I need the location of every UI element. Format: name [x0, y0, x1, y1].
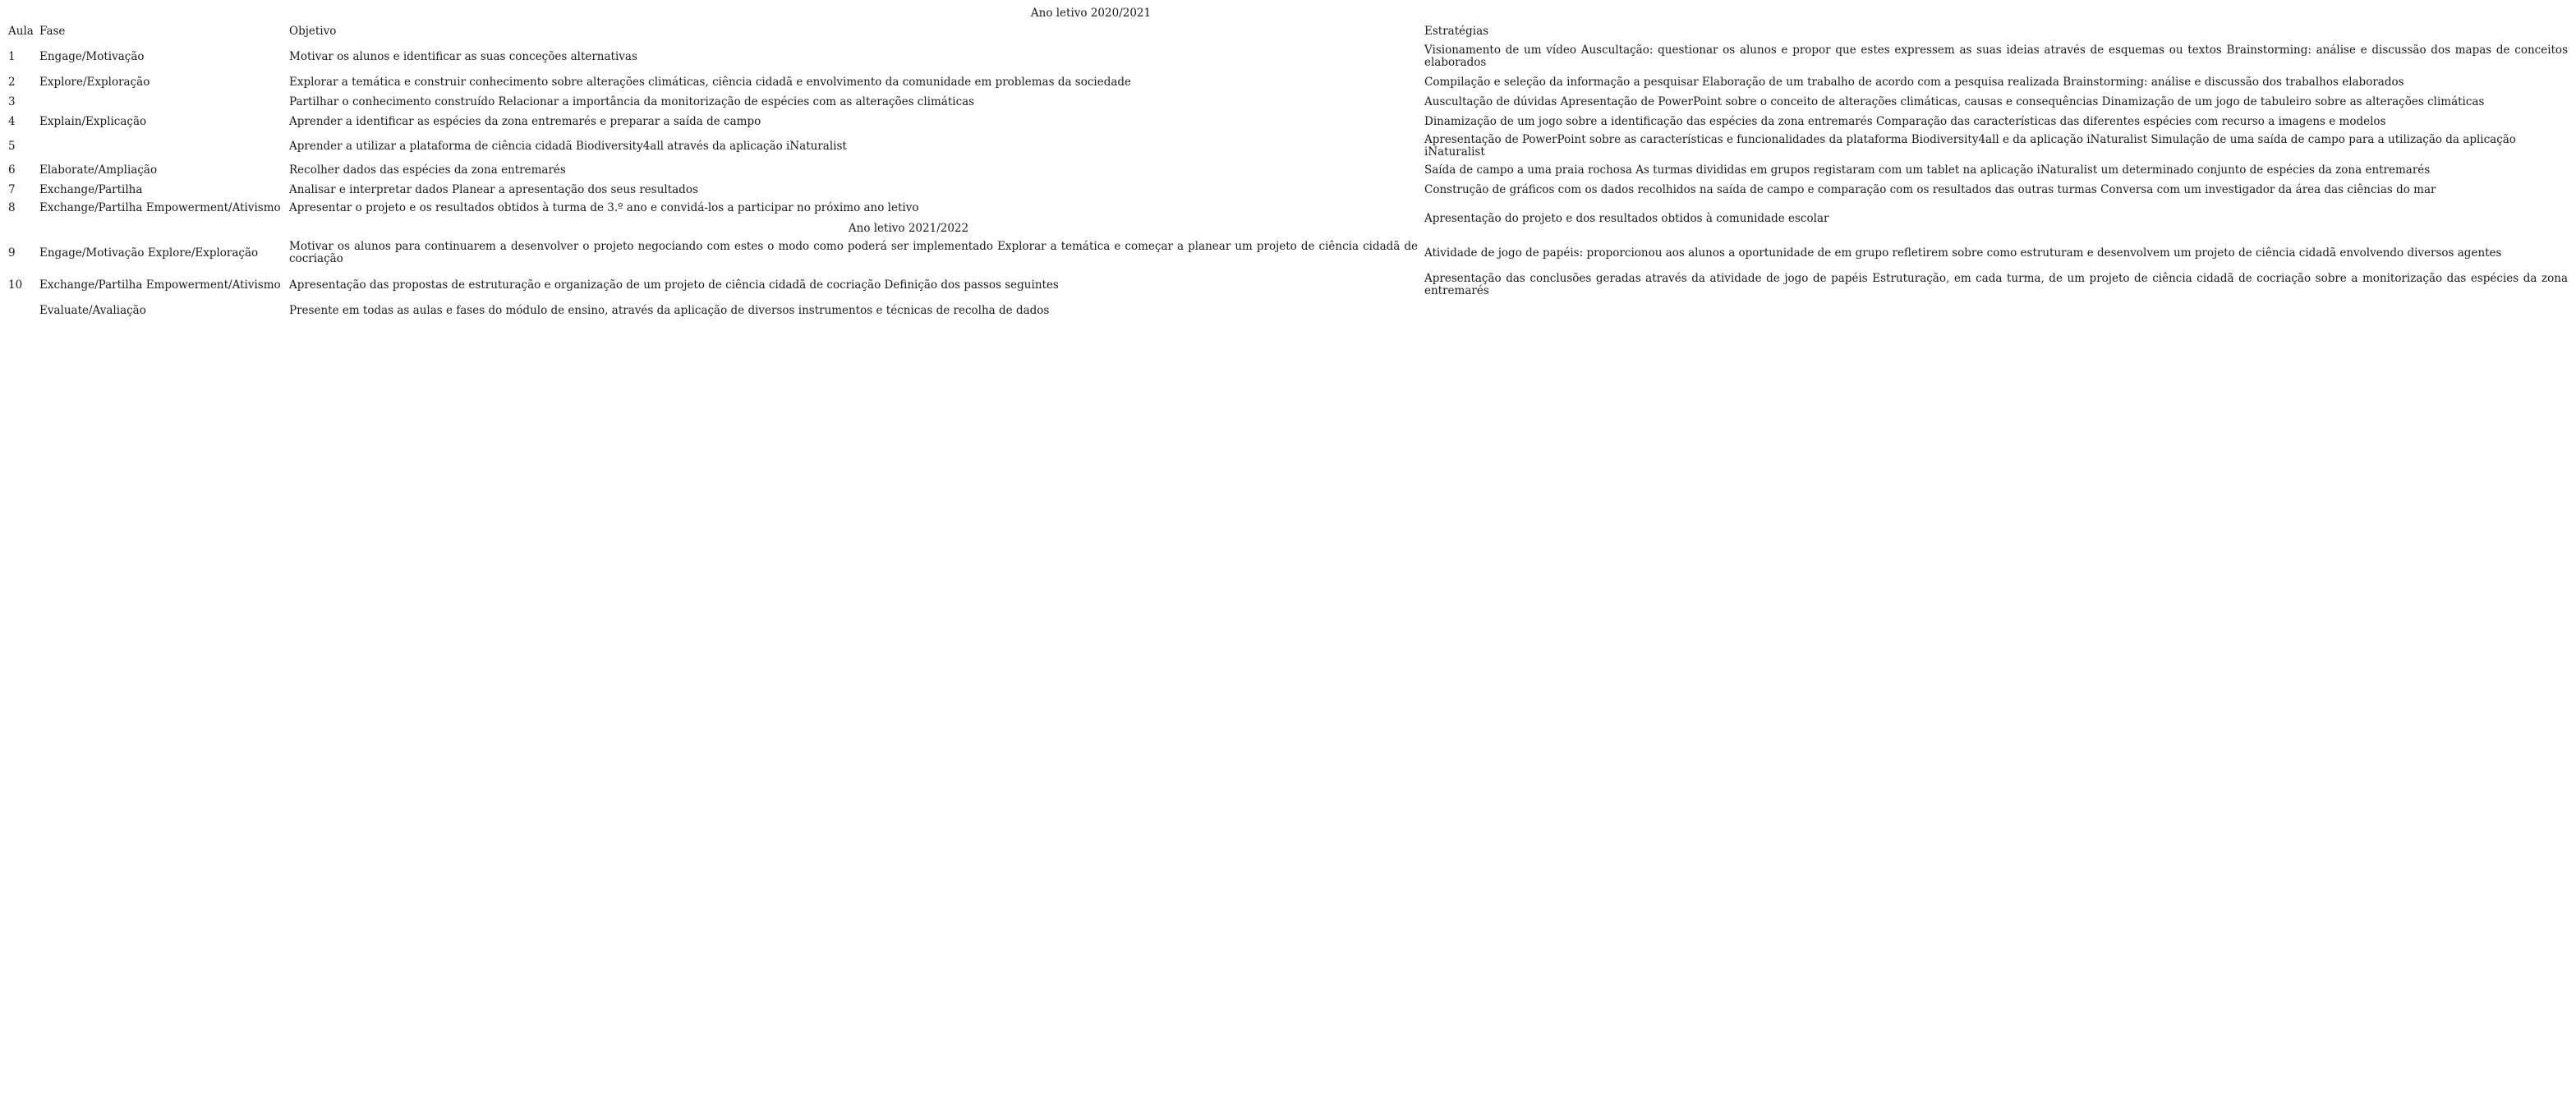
cell-aula: 6: [8, 163, 16, 177]
column-header-estrategias: Estratégias: [1424, 25, 1489, 38]
cell-objetivo: Apresentar o projeto e os resultados obtidos à turma de 3.º ano e convidá-los a participar no próximo ano letivo: [289, 201, 919, 214]
table-row: [5, 200, 2571, 220]
table-header-row: [5, 22, 2571, 41]
cell-objetivo: Partilhar o conhecimento construído Relacionar a importância da monitorização de espécies com as alterações climáticas: [289, 95, 975, 108]
cell-fase: Exchange/Partilha Empowerment/Ativismo: [39, 201, 281, 214]
cell-aula: 7: [8, 183, 16, 196]
table-row: [5, 73, 2571, 93]
cell-estrategias: Visionamento de um vídeo Auscultação: questionar os alunos e propor que estes expressem as suas ideias através de esquemas ou textos Brainstorming: análise e discussão dos mapas de conceitos elaborados: [1424, 44, 2568, 69]
cell-estrategias: Apresentação das conclusões geradas através da atividade de jogo de papéis Estruturação, em cada turma, de um projeto de ciência cidadã de cocriação sobre a monitorização das espécies da zona entremarés: [1424, 272, 2568, 297]
table-row: [5, 41, 2571, 73]
lesson-plan-document: [5, 5, 2571, 321]
cell-fase: Exchange/Partilha Empowerment/Ativismo: [39, 278, 281, 292]
table-row: [5, 269, 2571, 301]
lesson-plan-table: [5, 5, 2571, 321]
cell-fase: Explore/Exploração: [39, 76, 150, 89]
cell-aula: 9: [8, 246, 16, 260]
cell-estrategias: [1421, 301, 2571, 321]
section-title: Ano letivo 2021/2022: [848, 222, 969, 235]
cell-objetivo: Aprender a utilizar a plataforma de ciência cidadã Biodiversity4all através da aplicação iNaturalist: [289, 139, 847, 153]
cell-estrategias: Atividade de jogo de papéis: proporcionou aos alunos a oportunidade de em grupo refletirem sobre como estruturam e desenvolvem um projeto de ciência cidadã envolvendo diversos agentes: [1424, 246, 2502, 260]
cell-objetivo: Aprender a identificar as espécies da zona entremarés e preparar a saída de campo: [289, 115, 761, 128]
cell-fase: [36, 93, 286, 113]
table-row: [5, 301, 2571, 321]
cell-fase: Exchange/Partilha: [39, 183, 143, 196]
cell-objetivo: Explorar a temática e construir conhecimento sobre alterações climáticas, ciência cidadã e envolvimento da comunidade em problemas da sociedade: [289, 76, 1132, 89]
cell-objetivo: Motivar os alunos para continuarem a desenvolver o projeto negociando com estes o modo como poderá ser implementado Explorar a temática e começar a planear um projeto de ciência cidadã de cocriação: [289, 240, 1418, 265]
table-row: [5, 161, 2571, 181]
cell-estrategias: Dinamização de um jogo sobre a identificação das espécies da zona entremarés Comparação das características das diferentes espécies com recurso a imagens e modelos: [1424, 115, 2386, 128]
section-title-row: [5, 5, 2571, 22]
cell-aula: 5: [8, 139, 16, 153]
cell-fase: Explain/Explicação: [39, 115, 147, 128]
column-header-fase: Fase: [39, 25, 66, 38]
column-header-objetivo: Objetivo: [289, 25, 337, 38]
cell-estrategias: Apresentação de PowerPoint sobre as características e funcionalidades da plataforma Biodiversity4all e da aplicação iNaturalist Simulação de uma saída de campo para a utilização da aplicação iNaturalist: [1424, 133, 2516, 159]
cell-estrategias: Auscultação de dúvidas Apresentação de PowerPoint sobre o conceito de alterações climáticas, causas e consequências Dinamização de um jogo de tabuleiro sobre as alterações climáticas: [1424, 95, 2485, 108]
cell-fase: Elaborate/Ampliação: [39, 163, 158, 177]
cell-aula: 8: [8, 201, 16, 214]
table-row: [5, 132, 2571, 161]
cell-aula: 4: [8, 115, 16, 128]
cell-fase: Evaluate/Avaliação: [39, 304, 146, 317]
cell-fase: Engage/Motivação Explore/Exploração: [39, 246, 259, 260]
cell-fase: [36, 132, 286, 161]
table-row: [5, 93, 2571, 113]
cell-aula: 3: [8, 95, 16, 108]
column-header-aula: Aula: [8, 25, 34, 38]
cell-estrategias: Compilação e seleção da informação a pesquisar Elaboração de um trabalho de acordo com a pesquisa realizada Brainstorming: análise e discussão dos trabalhos elaborados: [1424, 76, 2404, 89]
table-row: [5, 113, 2571, 132]
section-title: Ano letivo 2020/2021: [1030, 7, 1152, 20]
cell-estrategias: Saída de campo a uma praia rochosa As turmas divididas em grupos registaram com um tablet na aplicação iNaturalist um determinado conjunto de espécies da zona entremarés: [1424, 163, 2431, 177]
cell-objetivo: Motivar os alunos e identificar as suas conceções alternativas: [289, 49, 637, 63]
cell-aula: 2: [8, 76, 16, 89]
cell-aula: [5, 301, 36, 321]
cell-objetivo: Presente em todas as aulas e fases do módulo de ensino, através da aplicação de diversos instrumentos e técnicas de recolha de dados: [289, 304, 1050, 317]
cell-objetivo: Recolher dados das espécies da zona entremarés: [289, 163, 566, 177]
cell-fase: Engage/Motivação: [39, 49, 145, 63]
cell-aula: 10: [8, 278, 23, 292]
cell-estrategias: Construção de gráficos com os dados recolhidos na saída de campo e comparação com os resultados das outras turmas Conversa com um investigador da área das ciências do mar: [1424, 183, 2436, 196]
cell-aula: 1: [8, 49, 16, 63]
table-row: [5, 237, 2571, 269]
cell-objetivo: Apresentação das propostas de estruturação e organização de um projeto de ciência cidadã de cocriação Definição dos passos seguintes: [289, 278, 1059, 292]
table-row: [5, 181, 2571, 200]
cell-objetivo: Analisar e interpretar dados Planear a apresentação dos seus resultados: [289, 183, 698, 196]
cell-estrategias: Apresentação do projeto e dos resultados obtidos à comunidade escolar: [1424, 211, 1829, 225]
